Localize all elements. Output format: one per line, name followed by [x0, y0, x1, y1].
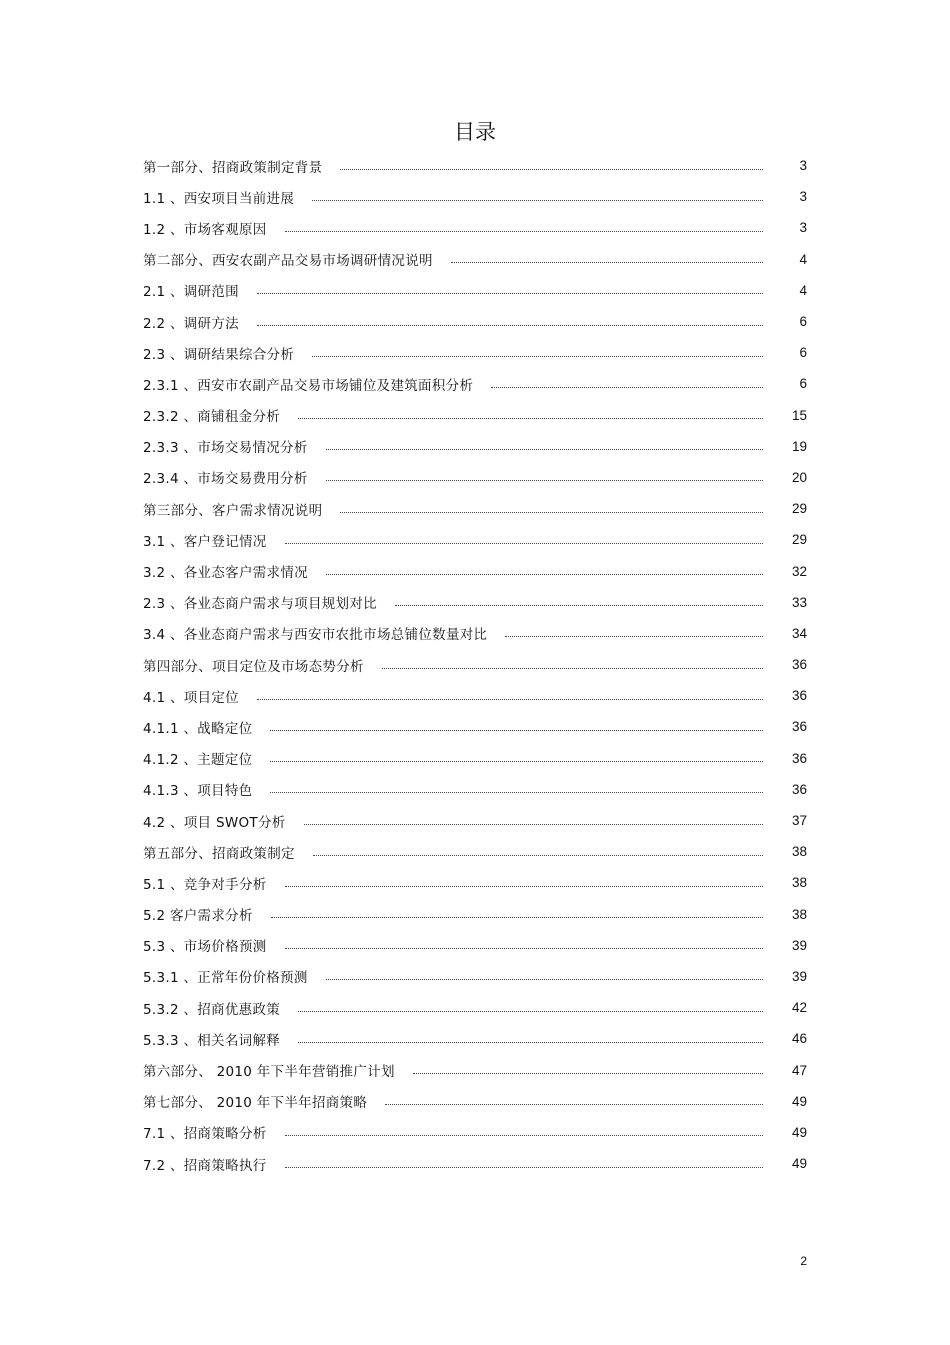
toc-entry[interactable] — [143, 774, 807, 805]
toc-leader-dots — [257, 293, 763, 294]
toc-entry-page-number: 36 — [791, 750, 807, 766]
toc-entry[interactable] — [143, 212, 807, 243]
toc-entry-title: 4.1.2 、主题定位 — [143, 752, 253, 769]
toc-leader-dots — [270, 761, 763, 762]
toc-entry[interactable] — [143, 181, 807, 212]
toc-entry-title: 4.1.1 、战略定位 — [143, 720, 253, 737]
toc-entry-title: 1.2 、市场客观原因 — [143, 221, 267, 238]
toc-entry[interactable] — [143, 649, 807, 680]
toc-leader-dots — [270, 730, 763, 731]
toc-entry[interactable] — [143, 524, 807, 555]
toc-leader-dots — [326, 480, 763, 481]
toc-entry-page-number: 46 — [791, 1031, 807, 1047]
toc-entry[interactable] — [143, 555, 807, 586]
toc-entry-title: 2.3 、调研结果综合分析 — [143, 346, 295, 363]
toc-entry[interactable] — [143, 680, 807, 711]
toc-leader-dots — [395, 605, 763, 606]
toc-leader-dots — [304, 824, 763, 825]
toc-entry-title: 2.3.2 、商铺租金分析 — [143, 409, 281, 426]
toc-entry-page-number: 33 — [791, 594, 807, 610]
toc-leader-dots — [312, 356, 763, 357]
toc-entry[interactable] — [143, 368, 807, 399]
toc-entry[interactable] — [143, 150, 807, 181]
toc-leader-dots — [382, 668, 763, 669]
page-number: 2 — [800, 1254, 807, 1268]
toc-entry-title: 5.3 、市场价格预测 — [143, 939, 267, 956]
toc-entry-title: 5.1 、竞争对手分析 — [143, 876, 267, 893]
toc-entry-page-number: 29 — [791, 532, 807, 548]
toc-entry-title: 5.3.3 、相关名词解释 — [143, 1032, 281, 1049]
toc-leader-dots — [491, 387, 763, 388]
toc-leader-dots — [312, 200, 763, 201]
toc-leader-dots — [326, 449, 763, 450]
toc-entry-page-number: 6 — [799, 345, 807, 361]
toc-entry-page-number: 38 — [791, 906, 807, 922]
toc-entry[interactable] — [143, 618, 807, 649]
toc-entry-page-number: 36 — [791, 657, 807, 673]
toc-leader-dots — [326, 574, 763, 575]
toc-entry-page-number: 20 — [791, 469, 807, 485]
toc-entry-title: 2.3 、各业态商户需求与项目规划对比 — [143, 596, 377, 613]
toc-entry[interactable] — [143, 462, 807, 493]
toc-leader-dots — [298, 1042, 763, 1043]
toc-entry[interactable] — [143, 899, 807, 930]
toc-entry-title: 4.1.3 、项目特色 — [143, 783, 253, 800]
toc-entry-title: 2.1 、调研范围 — [143, 284, 239, 301]
toc-entry-title: 5.2 客户需求分析 — [143, 908, 253, 925]
toc-entry-page-number: 6 — [799, 376, 807, 392]
toc-entry-title: 2.3.3 、市场交易情况分析 — [143, 440, 308, 457]
toc-leader-dots — [413, 1073, 763, 1074]
toc-entry-title: 7.2 、招商策略执行 — [143, 1157, 267, 1174]
toc-entry[interactable] — [143, 711, 807, 742]
toc-entry-title: 2.3.1 、西安市农副产品交易市场铺位及建筑面积分析 — [143, 377, 474, 394]
toc-entry-page-number: 39 — [791, 937, 807, 953]
toc-entry-title: 第三部分、客户需求情况说明 — [143, 502, 323, 519]
toc-entry-page-number: 32 — [791, 563, 807, 579]
toc-entry-page-number: 42 — [791, 1000, 807, 1016]
toc-entry[interactable] — [143, 306, 807, 337]
toc-entry-page-number: 36 — [791, 781, 807, 797]
toc-entry-title: 第七部分、 2010 年下半年招商策略 — [143, 1095, 368, 1112]
toc-entry-page-number: 36 — [791, 719, 807, 735]
toc-entry-title: 第六部分、 2010 年下半年营销推广计划 — [143, 1064, 395, 1081]
toc-entry-title: 第二部分、西安农副产品交易市场调研情况说明 — [143, 253, 433, 270]
toc-entry-title: 3.1 、客户登记情况 — [143, 533, 267, 550]
toc-entry-title: 7.1 、招商策略分析 — [143, 1126, 267, 1143]
toc-entry[interactable] — [143, 743, 807, 774]
toc-entry-title: 4.2 、项目 SWOT分析 — [143, 814, 286, 831]
toc-entry[interactable] — [143, 961, 807, 992]
toc-entry-page-number: 36 — [791, 688, 807, 704]
toc-leader-dots — [326, 979, 763, 980]
toc-entry-title: 5.3.1 、正常年份价格预测 — [143, 970, 308, 987]
toc-entry-page-number: 6 — [799, 314, 807, 330]
toc-leader-dots — [271, 917, 763, 918]
toc-entry[interactable] — [143, 836, 807, 867]
toc-entry[interactable] — [143, 400, 807, 431]
toc-entry[interactable] — [143, 587, 807, 618]
toc-entry-page-number: 34 — [791, 625, 807, 641]
toc-entry-title: 第五部分、招商政策制定 — [143, 845, 295, 862]
toc-entry-page-number: 3 — [799, 158, 807, 174]
toc-leader-dots — [385, 1104, 763, 1105]
toc-entry-page-number: 37 — [791, 813, 807, 829]
toc-leader-dots — [285, 231, 763, 232]
toc-leader-dots — [257, 325, 763, 326]
toc-leader-dots — [285, 1135, 763, 1136]
toc-entry[interactable] — [143, 992, 807, 1023]
toc-leader-dots — [285, 886, 763, 887]
toc-entry[interactable] — [143, 244, 807, 275]
toc-entry[interactable] — [143, 431, 807, 462]
table-of-contents — [143, 150, 807, 1179]
toc-entry-page-number: 4 — [799, 251, 807, 267]
toc-leader-dots — [313, 855, 763, 856]
toc-leader-dots — [285, 543, 763, 544]
toc-entry-page-number: 38 — [791, 875, 807, 891]
toc-entry-page-number: 29 — [791, 501, 807, 517]
toc-entry-title: 3.2 、各业态客户需求情况 — [143, 565, 308, 582]
toc-entry-page-number: 39 — [791, 968, 807, 984]
toc-entry-page-number: 49 — [791, 1124, 807, 1140]
toc-entry-page-number: 38 — [791, 844, 807, 860]
toc-entry[interactable] — [143, 1148, 807, 1179]
toc-leader-dots — [451, 262, 763, 263]
toc-entry[interactable] — [143, 867, 807, 898]
toc-entry[interactable] — [143, 493, 807, 524]
toc-entry-page-number: 49 — [791, 1156, 807, 1172]
toc-entry-title: 1.1 、西安项目当前进展 — [143, 190, 295, 207]
page-title: 目录 — [454, 120, 496, 144]
toc-entry-title: 3.4 、各业态商户需求与西安市农批市场总铺位数量对比 — [143, 627, 488, 644]
toc-leader-dots — [340, 169, 763, 170]
toc-entry[interactable] — [143, 1023, 807, 1054]
toc-entry[interactable] — [143, 1054, 807, 1085]
toc-leader-dots — [340, 512, 763, 513]
toc-entry-page-number: 49 — [791, 1093, 807, 1109]
toc-leader-dots — [285, 1167, 763, 1168]
toc-entry-page-number: 3 — [799, 189, 807, 205]
toc-leader-dots — [298, 418, 763, 419]
toc-entry-title: 第一部分、招商政策制定背景 — [143, 159, 323, 176]
toc-leader-dots — [298, 1011, 763, 1012]
toc-entry[interactable] — [143, 930, 807, 961]
toc-entry-title: 第四部分、项目定位及市场态势分析 — [143, 658, 364, 675]
toc-entry-title: 2.2 、调研方法 — [143, 315, 239, 332]
toc-entry[interactable] — [143, 1086, 807, 1117]
toc-entry-page-number: 3 — [799, 220, 807, 236]
toc-entry-title: 5.3.2 、招商优惠政策 — [143, 1001, 281, 1018]
toc-leader-dots — [285, 948, 763, 949]
toc-entry[interactable] — [143, 1117, 807, 1148]
toc-entry-page-number: 19 — [791, 438, 807, 454]
toc-entry-page-number: 15 — [791, 407, 807, 423]
toc-entry[interactable] — [143, 805, 807, 836]
toc-entry-title: 2.3.4 、市场交易费用分析 — [143, 471, 308, 488]
toc-entry-page-number: 4 — [799, 282, 807, 298]
toc-entry[interactable] — [143, 275, 807, 306]
toc-leader-dots — [257, 699, 763, 700]
toc-entry-title: 4.1 、项目定位 — [143, 689, 239, 706]
toc-entry-page-number: 47 — [791, 1062, 807, 1078]
toc-leader-dots — [270, 792, 763, 793]
toc-entry[interactable] — [143, 337, 807, 368]
toc-leader-dots — [505, 636, 763, 637]
